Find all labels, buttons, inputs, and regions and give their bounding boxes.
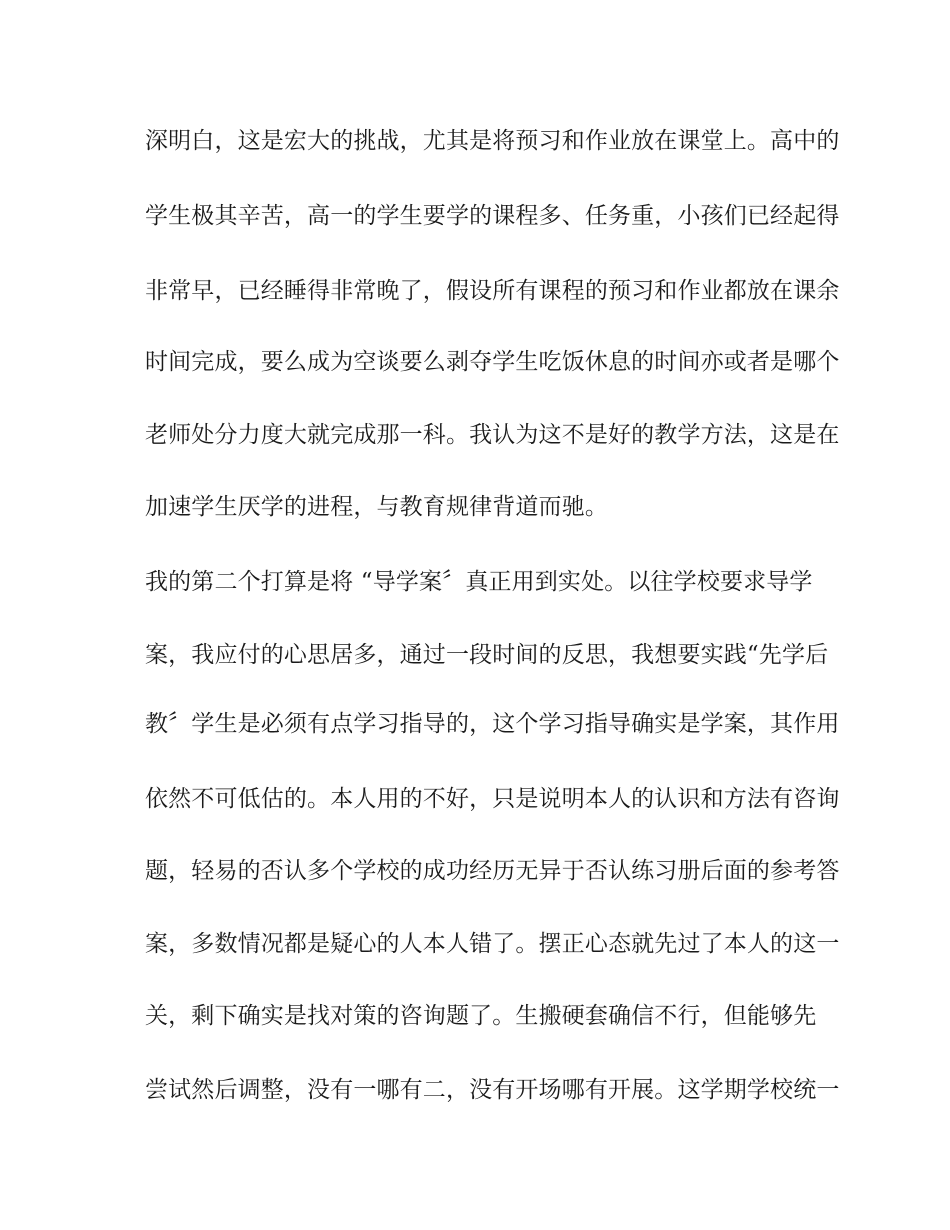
text-line: 教〞学生是必须有点学习指导的，这个学习指导确实是学案，其作用 — [145, 711, 840, 737]
text-line: 加速学生厌学的进程，与教育规律背道而驰。 — [145, 494, 608, 520]
text-line: 案，多数情况都是疑心的人本人错了。摆正心态就先过了本人的这一 — [145, 931, 840, 957]
text-line: 深明白，这是宏大的挑战，尤其是将预习和作业放在课堂上。高中的 — [145, 128, 840, 154]
text-line: 我的第二个打算是将 “导学案〞真正用到实处。以往学校要求导学 — [145, 569, 813, 595]
text-line: 依然不可低估的。本人用的不好，只是说明本人的认识和方法有咨询 — [145, 786, 840, 812]
text-line: 非常早，已经睡得非常晚了，假设所有课程的预习和作业都放在课余 — [145, 278, 840, 304]
text-line: 题，轻易的否认多个学校的成功经历无异于否认练习册后面的参考答 — [145, 858, 840, 884]
text-line: 老师处分力度大就完成那一科。我认为这不是好的教学方法，这是在 — [145, 422, 840, 448]
text-line: 关，剩下确实是找对策的咨询题了。生搬硬套确信不行，但能够先 — [145, 1003, 817, 1029]
text-line: 案，我应付的心思居多，通过一段时间的反思，我想要实践“先学后 — [145, 642, 829, 668]
text-line: 尝试然后调整，没有一哪有二，没有开场哪有开展。这学期学校统一 — [145, 1077, 840, 1103]
text-line: 学生极其辛苦，高一的学生要学的课程多、任务重，小孩们已经起得 — [145, 203, 840, 229]
text-line: 时间完成，要么成为空谈要么剥夺学生吃饭休息的时间亦或者是哪个 — [145, 349, 840, 375]
